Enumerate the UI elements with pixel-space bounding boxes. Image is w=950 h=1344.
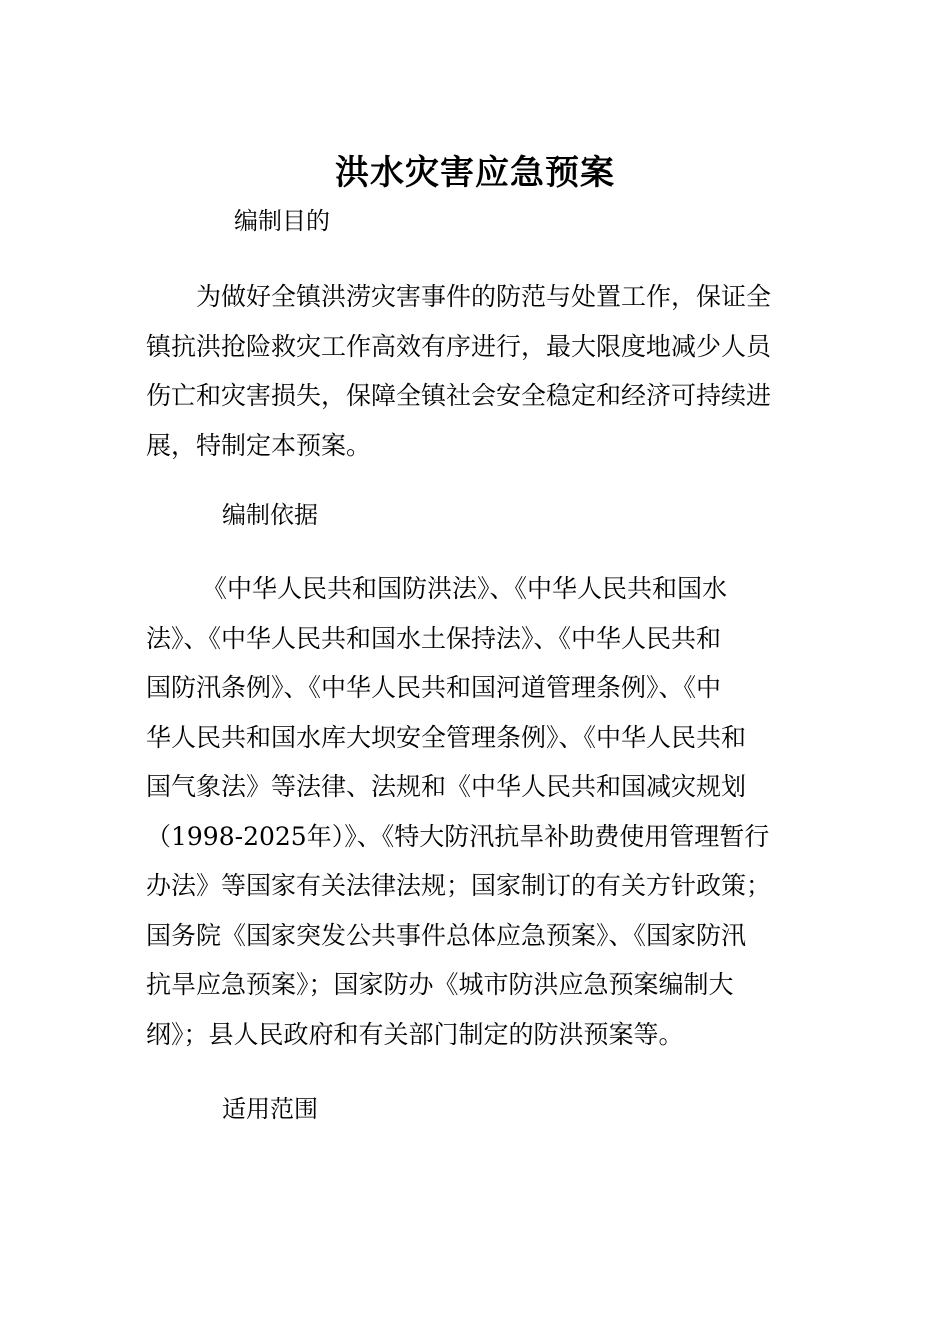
- paragraph-line: 伤亡和灾害损失，保障全镇社会安全稳定和经济可持续进: [146, 381, 772, 410]
- paragraph-line: 办法》等国家有关法律法规；国家制订的有关方针政策；: [146, 871, 772, 900]
- paragraph-line: 法》、《中华人民共和国水土保持法》、《中华人民共和: [146, 623, 722, 653]
- paragraph-purpose: [146, 272, 806, 470]
- section-heading-scope: 适用范围: [222, 1095, 318, 1123]
- section-heading-basis: 编制依据: [222, 501, 318, 529]
- paragraph-line: 为做好全镇洪涝灾害事件的防范与处置工作，保证全: [196, 282, 772, 311]
- paragraph-line: （1998-2025年）》、《特大防汛抗旱补助费使用管理暂行: [146, 821, 770, 851]
- paragraph-line: 展，特制定本预案。: [146, 430, 372, 460]
- paragraph-line: 镇抗洪抢险救灾工作高效有序进行，最大限度地减少人员: [146, 331, 772, 361]
- paragraph-line: 国气象法》等法律、法规和《中华人民共和国减灾规划: [146, 772, 747, 801]
- paragraph-line: 纲》；县人民政府和有关部门制定的防洪预案等。: [146, 1019, 684, 1049]
- paragraph-line: 《中华人民共和国防洪法》、《中华人民共和国水: [202, 574, 728, 603]
- paragraph-basis: [146, 564, 806, 1059]
- page-title: 洪水灾害应急预案: [335, 152, 615, 193]
- paragraph-line: 国防汛条例》、《中华人民共和国河道管理条例》、《中: [146, 673, 722, 702]
- paragraph-line: 国务院《国家突发公共事件总体应急预案》、《国家防汛: [146, 920, 747, 950]
- paragraph-line: 华人民共和国水库大坝安全管理条例》、《中华人民共和: [146, 722, 747, 752]
- paragraph-line: 抗旱应急预案》；国家防办《城市防洪应急预案编制大: [146, 970, 734, 999]
- section-heading-purpose: 编制目的: [234, 207, 330, 235]
